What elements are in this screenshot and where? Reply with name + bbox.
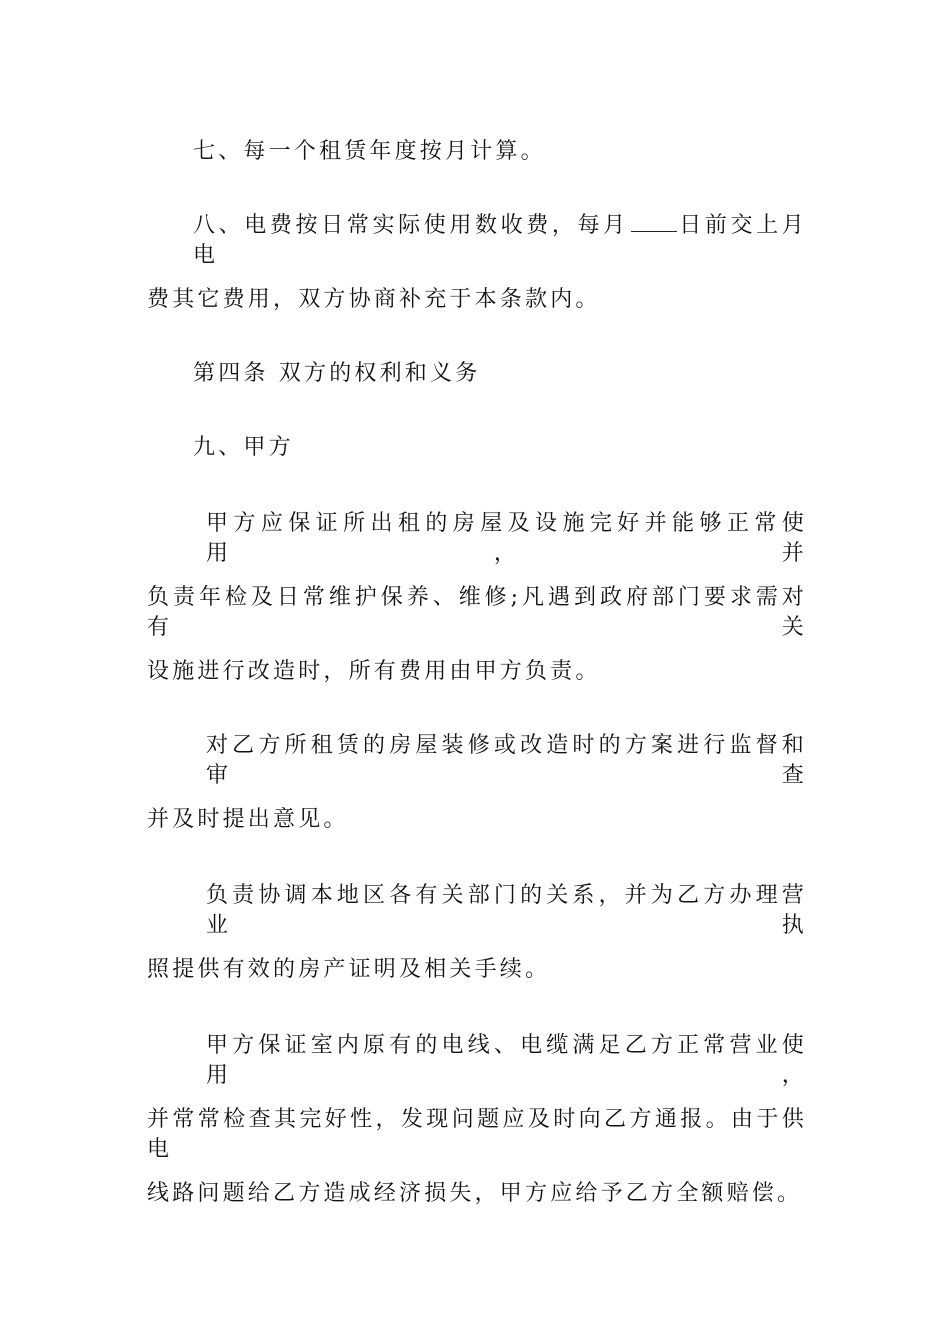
clause-a-line-1: 甲方应保证所出租的房屋及设施完好并能够正常使用，并: [206, 511, 807, 566]
clause-d-line-2: 并常常检查其完好性，发现问题应及时向乙方通报。由于供电: [147, 1107, 807, 1162]
clause-c-line-2: 照提供有效的房产证明及相关手续。: [147, 957, 551, 982]
paragraph-9-heading: 九、甲方: [193, 435, 294, 460]
clause-d-line-3: 线路问题给乙方造成经济损失，甲方应给予乙方全额赔偿。: [147, 1181, 803, 1206]
clause-a-line-3: 设施进行改造时，所有费用由甲方负责。: [147, 659, 601, 684]
clause-c-line-1: 负责协调本地区各有关部门的关系，并为乙方办理营业执: [206, 883, 807, 938]
clause-d-line-1: 甲方保证室内原有的电线、电缆满足乙方正常营业使用，: [206, 1033, 807, 1088]
clause-b-line-1: 对乙方所租赁的房屋装修或改造时的方案进行监督和审查: [206, 733, 807, 788]
paragraph-8-text-before-blank: 八、电费按日常实际使用数收费，每月: [193, 213, 629, 238]
clause-b-line-2: 并及时提出意见。: [147, 807, 349, 832]
paragraph-8-text-after-blank: 日前交上月电: [193, 213, 807, 268]
fill-in-blank: [631, 211, 677, 232]
clause-a-line-2: 负责年检及日常维护保养、维修;凡遇到政府部门要求需对有关: [147, 585, 807, 640]
paragraph-7: 七、每一个租赁年度按月计算。: [193, 139, 546, 164]
paragraph-8-line-2: 费其它费用，双方协商补充于本条款内。: [147, 287, 601, 312]
article-4-heading: 第四条 双方的权利和义务: [193, 361, 481, 386]
paragraph-8-line-1: [193, 211, 807, 271]
